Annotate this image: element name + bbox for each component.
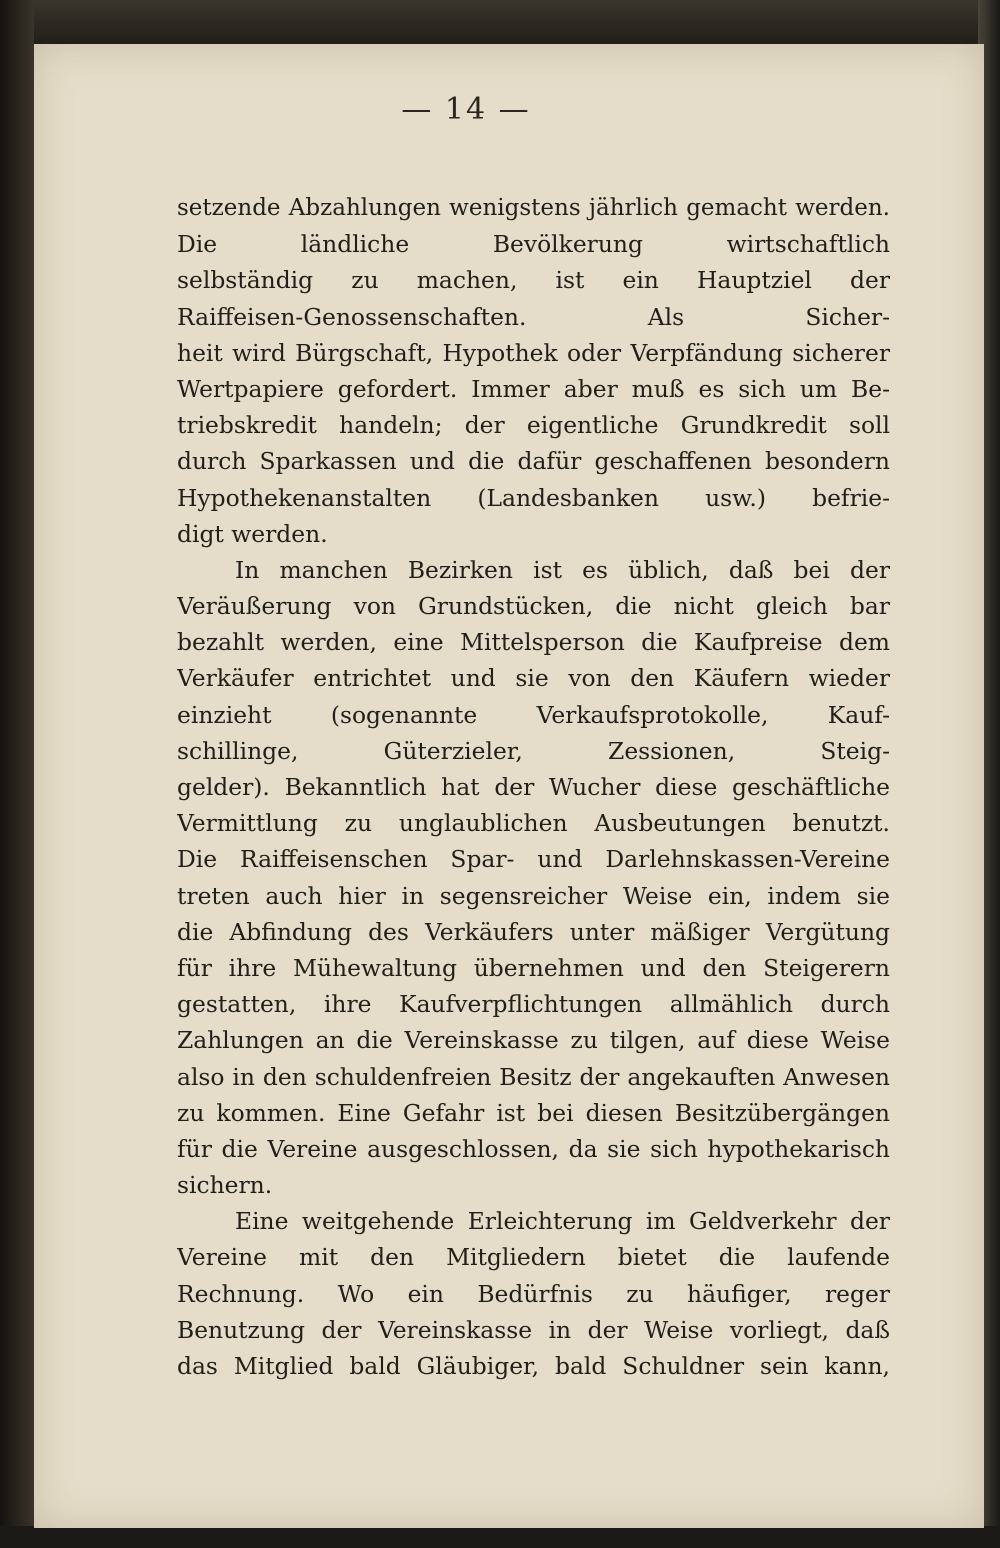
book-edge-bottom [0,1526,1000,1548]
text-line: digt werden. [177,519,328,548]
page-number: — 14 — [401,92,531,127]
text-line: Vereine mit den Mitgliedern bietet die laufende [177,1243,890,1272]
text-line: Die ländliche Bevölkerung wirtschaftlich [177,230,890,259]
text-line: Raiffeisen-Genossenschaften. Als Sicher- [177,302,890,331]
text-line: Zahlungen an die Vereinskasse zu tilgen, auf diese Weise [177,1026,890,1055]
text-line: für ihre Mühewaltung übernehmen und den Steigerern [177,953,890,982]
text-line: Hypothekenanstalten (Landesbanken usw.) befrie- [177,483,890,512]
text-line: Veräußerung von Grundstücken, die nicht gleich bar [177,592,890,621]
text-line: sichern. [177,1171,273,1200]
text-line: Eine weitgehende Erleichterung im Geldverkehr der [235,1207,890,1236]
text-line: treten auch hier in segensreicher Weise ein, indem sie [177,881,890,910]
text-line: triebskredit handeln; der eigentliche Grundkredit soll [177,411,890,440]
text-line: Benutzung der Vereinskasse in der Weise vorliegt, daß [177,1315,890,1344]
text-line: selbständig zu machen, ist ein Hauptziel der [177,266,890,295]
text-line: gestatten, ihre Kaufverpflichtungen allmählich durch [177,990,890,1019]
text-line: einzieht (sogenannte Verkaufsprotokolle, Kauf- [177,700,890,729]
text-line: heit wird Bürgschaft, Hypothek oder Verpfändung sicherer [177,338,890,367]
text-line: Verkäufer entrichtet und sie von den Käufern wieder [177,664,890,693]
text-line: In manchen Bezirken ist es üblich, daß bei der [235,555,890,584]
text-line: für die Vereine ausgeschlossen, da sie sich hypothekarisch [177,1134,890,1163]
text-line: Vermittlung zu unglaublichen Ausbeutungen benutzt. [177,809,890,838]
text-line: schillinge, Güterzieler, Zessionen, Steig- [177,736,890,765]
body-text [177,190,890,1384]
text-line: Wertpapiere gefordert. Immer aber muß es sich um Be- [177,374,890,403]
book-edge-left [0,0,34,1548]
text-line: also in den schuldenfreien Besitz der angekauften Anwesen [177,1062,890,1091]
book-edge-top [0,0,1000,48]
text-line: das Mitglied bald Gläubiger, bald Schuldner sein kann, [177,1352,890,1380]
text-line: setzende Abzahlungen wenigstens jährlich gemacht werden. [177,195,890,221]
text-line: Rechnung. Wo ein Bedürfnis zu häufiger, reger [177,1279,890,1308]
text-line: durch Sparkassen und die dafür geschaffenen besondern [177,447,890,476]
text-line: bezahlt werden, eine Mittelsperson die Kaufpreise dem [177,628,890,657]
text-line: die Abfindung des Verkäufers unter mäßiger Vergütung [177,917,890,946]
text-line: zu kommen. Eine Gefahr ist bei diesen Besitzübergängen [177,1098,890,1127]
text-line: Die Raiffeisenschen Spar- und Darlehnskassen-Vereine [177,845,890,874]
text-line: gelder). Bekanntlich hat der Wucher diese geschäftliche [177,773,890,801]
